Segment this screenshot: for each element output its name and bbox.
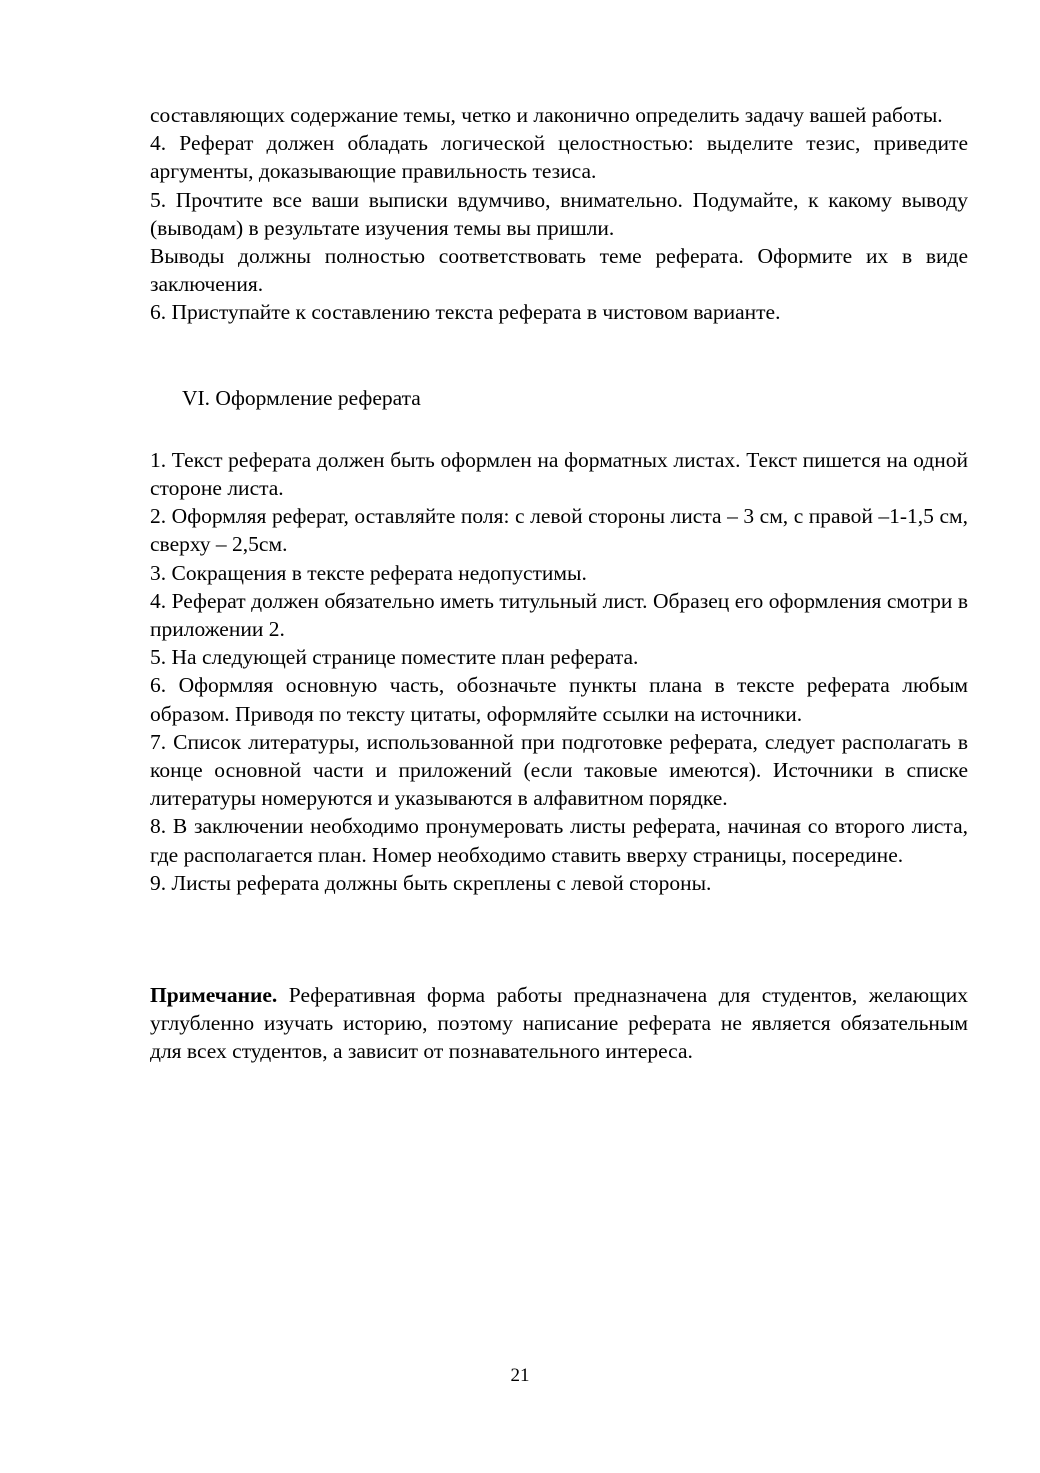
- page-number: 21: [510, 1365, 530, 1386]
- list-item: 6. Оформляя основную часть, обозначьте пункты плана в тексте реферата любым образом. Приводя по тексту цитаты, оформляйте ссылки на источники.: [150, 673, 968, 726]
- list-item: 9. Листы реферата должны быть скреплены с левой стороны.: [150, 870, 712, 895]
- paragraph: 6. Приступайте к составлению текста реферата в чистовом варианте.: [150, 300, 781, 325]
- list-item: 4. Реферат должен обязательно иметь титульный лист. Образец его оформления смотри в приложении 2.: [150, 588, 968, 642]
- list-item: 2. Оформляя реферат, оставляйте поля: с левой стороны листа – 3 см, с правой –1-1,5 см, сверху – 2,5см.: [150, 504, 968, 557]
- page-body: [150, 101, 968, 1066]
- list-item: 5. На следующей странице поместите план реферата.: [150, 645, 639, 670]
- note-paragraph: [150, 981, 968, 1066]
- list-item: 1. Текст реферата должен быть оформлен на форматных листах. Текст пишется на одной стороне листа.: [150, 447, 968, 501]
- list-item: 7. Список литературы, использованной при подготовке реферата, следует располагать в конце основной части и приложений (если таковые имеются). Источники в списке литературы номеруются и указываются в алфавитном порядке.: [150, 729, 968, 811]
- spacer: [150, 897, 968, 981]
- note-text: Реферативная форма работы предназначена для студентов, желающих углубленно изучать историю, поэтому написание реферата не является обязательным для всех студентов, а зависит от познавательного интереса.: [150, 983, 968, 1064]
- list-item: 3. Сокращения в тексте реферата недопустимы.: [150, 560, 587, 585]
- top-section: [150, 101, 968, 327]
- section-vi-list: [150, 446, 968, 897]
- paragraph: Выводы должны полностью соответствовать теме реферата. Оформите их в виде заключения.: [150, 244, 968, 297]
- spacer: [150, 412, 968, 446]
- note-label: Примечание.: [150, 983, 278, 1008]
- paragraph: 5. Прочтите все ваши выписки вдумчиво, внимательно. Подумайте, к какому выводу (выводам) в результате изучения темы вы пришли.: [150, 187, 968, 240]
- paragraph: 4. Реферат должен обладать логической целостностью: выделите тезис, приведите аргументы, доказывающие правильность тезиса.: [150, 131, 968, 184]
- spacer: [150, 327, 968, 384]
- paragraph: составляющих содержание темы, четко и лаконично определить задачу вашей работы.: [150, 103, 943, 127]
- section-heading: VI. Оформление реферата: [182, 385, 421, 410]
- list-item: 8. В заключении необходимо пронумеровать листы реферата, начиная со второго листа, где располагается план. Номер необходимо ставить вверху страницы, посередине.: [150, 814, 968, 867]
